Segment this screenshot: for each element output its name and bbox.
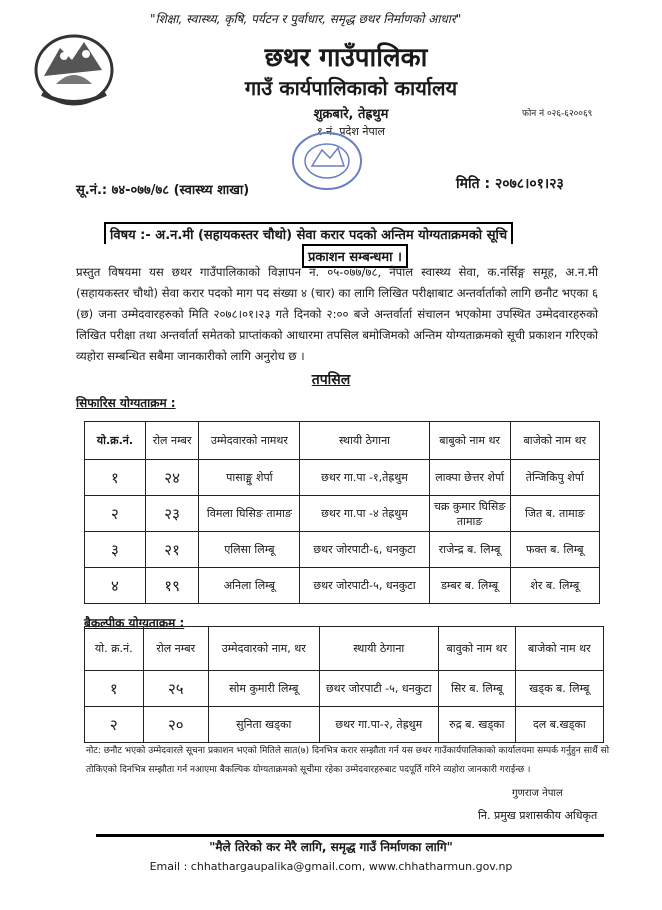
office-address: शुक्रबारे, तेह्रथुम	[313, 107, 389, 122]
note-text: नोट: छनौट भएको उम्मेदवारले सूचना प्रकाशन भएको मितिले सात(७) दिनभित्र करार सम्झौता गर्न यस छथर गाउँकार्यपालिकाको कार्यालयमा सम्पर्क गर्नुहुन सार्थै सो तोकिएको दिनभित्र सम्झौता गर्न नआएमा बैकल्पिक योग्यताक्रमको सूचीमा रहेका उम्मेदवारहरुबाट पदपूर्ति गरिने व्यहोरा जानकारी गराईन्छ ।	[86, 746, 610, 775]
header-cell: यो.क्र.नं.	[85, 422, 146, 460]
header-cell: बाजेको नाम थर	[510, 422, 599, 460]
letter-date: मिति : २०७८।०१।२३	[456, 176, 564, 192]
office-stamp	[290, 130, 364, 192]
cell-roll: २०	[143, 707, 208, 743]
cell-sn: १	[85, 671, 144, 707]
header-cell: बाजेको नाम थर	[515, 627, 603, 671]
cell-address: छथर गा.पा -१,तेह्रथुम	[300, 460, 429, 496]
footer-divider	[96, 834, 604, 837]
cell-roll: २१	[145, 532, 199, 568]
cell-roll: २३	[145, 496, 199, 532]
header-cell: स्थायी ठेगाना	[300, 422, 429, 460]
header-cell: बावुको नाम थर	[439, 627, 516, 671]
body-paragraph: प्रस्तुत विषयमा यस छथर गाउँपालिकाको विज्ञापन नं. ०५-०७७/७८, नेपाल स्वास्थ्य सेवा, क.नर्सिङ्ग समूह, अ.न.मी (सहायकस्तर चौथो) सेवा करार पदको माग पद संख्या ४ (चार) का लागि लिखित परीक्षाबाट अन्तर्वार्ताको लागि छनौट भएका ६ (छ) जना उम्मेदवारहरुको मिति २०७८।०१।२३ गते दिनको २:०० बजे अन्तर्वार्ता संचालन भएकोमा उपस्थित उम्मेदवारहरुको लिखित परीक्षा तथा अन्तर्वार्ता समेतको प्राप्तांकको आधारमा तपसिल बमोजिमको अन्तिम योग्यताक्रमको सूची प्रकाशन गरिएको व्यहोरा सम्बन्धित सबैमा जानकारीको लागि अनुरोध छ ।	[76, 265, 598, 363]
cell-name: एलिसा लिम्बू	[199, 532, 300, 568]
reference-number: सू.नं.: ७४-०७७/७८ (स्वास्थ्य शाखा)	[76, 183, 250, 198]
cell-father: सिर ब. लिम्बू	[439, 671, 516, 707]
header-cell: उम्मेदवारको नामथर	[199, 422, 300, 460]
cell-sn: १	[85, 460, 146, 496]
cell-father: रुद्र ब. खड्का	[439, 707, 516, 743]
cell-grandfather: जित ब. तामाङ	[510, 496, 599, 532]
table-row	[85, 532, 600, 568]
alternate-heading: बैकल्पीक योग्यताक्रम :	[84, 616, 185, 630]
cell-sn: ३	[85, 532, 146, 568]
cell-address: छथर जोरपाटी-५, धनकुटा	[300, 568, 429, 604]
slogan: "शिक्षा, स्वास्थ्य, कृषि, पर्यटन र पुर्वाधार, समृद्ध छथर निर्माणको आधार"	[150, 12, 462, 26]
table-row	[85, 671, 604, 707]
cell-grandfather: तेन्जिकिपु शेर्पा	[510, 460, 599, 496]
table-row	[85, 568, 600, 604]
signature-name: गुणराज नेपाल	[512, 788, 563, 799]
office-province: १ नं. प्रदेश नेपाल	[316, 125, 386, 138]
table-row	[85, 707, 604, 743]
header-cell: रोल नम्बर	[145, 422, 199, 460]
table-header-row	[85, 422, 600, 460]
cell-father: चक्र कुमार घिसिङ तामाङ	[429, 496, 510, 532]
header-cell: स्थायी ठेगाना	[319, 627, 439, 671]
cell-grandfather: फक्त ब. लिम्बू	[510, 532, 599, 568]
subject-line-2: प्रकाशन सम्बन्धमा ।	[302, 244, 408, 268]
cell-address: छथर जोरपाटी -५, धनकुटा	[319, 671, 439, 707]
cell-name: अनिला लिम्बू	[199, 568, 300, 604]
office-phone: फोन नं ०२६-६२००६९	[522, 109, 593, 119]
table-header-row	[85, 627, 604, 671]
cell-father: राजेन्द्र ब. लिम्बू	[429, 532, 510, 568]
cell-address: छथर गा.पा -४ तेह्रथुम	[300, 496, 429, 532]
cell-address: छथर जोरपाटी-६, धनकुटा	[300, 532, 429, 568]
cell-grandfather: शेर ब. लिम्बू	[510, 568, 599, 604]
office-subtitle: गाउँ कार्यपालिकाको कार्यालय	[244, 76, 458, 100]
header-cell: रोल नम्बर	[143, 627, 208, 671]
subject-line-1: विषय :- अ.न.मी (सहायकस्तर चौथो) सेवा करार पदको अन्तिम योग्यताक्रमको सूचि	[104, 222, 513, 244]
cell-roll: २५	[143, 671, 208, 707]
recommended-heading: सिफारिस योग्यताक्रम :	[76, 396, 176, 410]
cell-grandfather: दल ब.खड्का	[515, 707, 603, 743]
cell-sn: २	[85, 496, 146, 532]
cell-father: लाक्पा छेत्तर शेर्पा	[429, 460, 510, 496]
cell-address: छथर गा.पा-२, तेह्रथुम	[319, 707, 439, 743]
cell-sn: ४	[85, 568, 146, 604]
cell-grandfather: खड्क ब. लिम्बू	[515, 671, 603, 707]
header-cell: यो. क्र.नं.	[85, 627, 144, 671]
cell-roll: २४	[145, 460, 199, 496]
office-name: छथर गाउँपालिका	[264, 43, 428, 73]
signature-title: नि. प्रमुख प्रशासकीय अधिकृत	[478, 809, 598, 822]
cell-name: पासाङ्मु शेर्पा	[199, 460, 300, 496]
tapasil-heading: तपसिल	[311, 372, 351, 388]
alternate-table	[84, 626, 604, 743]
header-cell: उम्मेदवारको नाम, थर	[208, 627, 319, 671]
recommended-table	[84, 421, 600, 604]
footer-contact: Email : chhathargaupalika@gmail.com, www.chhatharmun.gov.np	[149, 860, 513, 873]
table-row	[85, 496, 600, 532]
footer-motto: "मैले तिरेको कर मेरै लागि, समृद्ध गाउँ निर्माणका लागि"	[209, 840, 453, 854]
cell-roll: १९	[145, 568, 199, 604]
cell-sn: २	[85, 707, 144, 743]
cell-name: सुनिता खड्का	[208, 707, 319, 743]
header-cell: बाबुको नाम थर	[429, 422, 510, 460]
cell-father: डम्बर ब. लिम्बू	[429, 568, 510, 604]
cell-name: सोम कुमारी लिम्बू	[208, 671, 319, 707]
cell-name: विमला घिसिङ तामाङ	[199, 496, 300, 532]
table-row	[85, 460, 600, 496]
